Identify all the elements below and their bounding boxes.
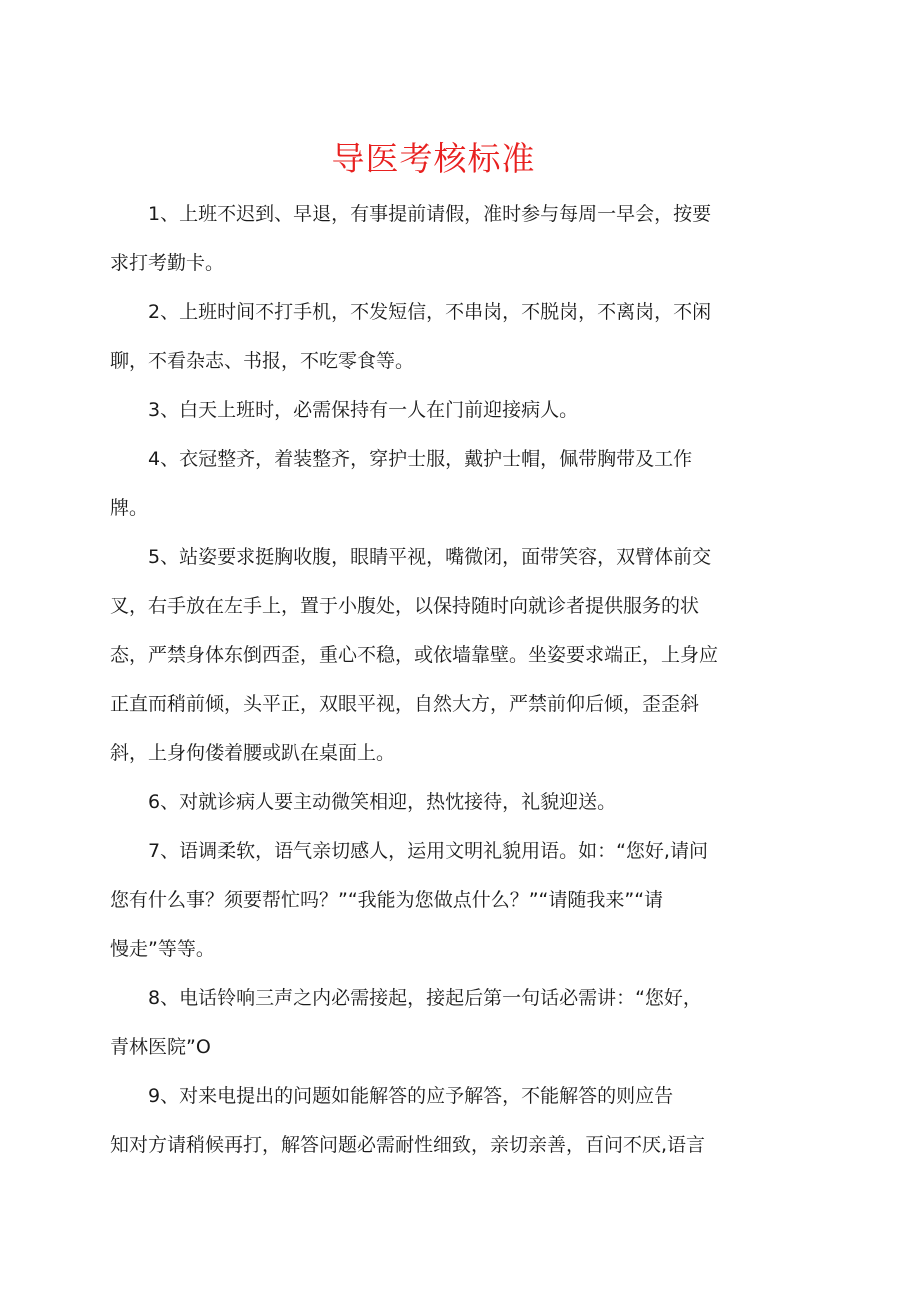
paragraph-line: 慢走”等等。 <box>110 938 215 960</box>
paragraph-line: 9、对来电提出的问题如能解答的应予解答，不能解答的则应告 <box>148 1085 674 1107</box>
paragraph-4 <box>110 435 770 533</box>
paragraph-line: 5、站姿要求挺胸收腹，眼睛平视，嘴微闭，面带笑容，双臂体前交 <box>148 546 712 568</box>
paragraph-line: 知对方请稍候再打，解答问题必需耐性细致，亲切亲善，百问不厌,语言 <box>110 1134 706 1156</box>
document-body <box>110 190 770 1170</box>
paragraph-5 <box>110 533 770 778</box>
paragraph-line: 牌。 <box>110 497 149 519</box>
paragraph-line: 求打考勤卡。 <box>110 252 225 274</box>
paragraph-line: 您有什么事？须要帮忙吗？”“我能为您做点什么？”“请随我来”“请 <box>110 889 664 911</box>
paragraph-1 <box>110 190 770 288</box>
paragraph-8 <box>110 974 770 1072</box>
paragraph-line: 聊，不看杂志、书报，不吃零食等。 <box>110 350 415 372</box>
paragraph-line: 4、衣冠整齐，着装整齐，穿护士服，戴护士帽，佩带胸带及工作 <box>148 448 693 470</box>
paragraph-line: 1、上班不迟到、早退，有事提前请假，准时参与每周一早会，按要 <box>148 203 712 225</box>
paragraph-7 <box>110 827 770 974</box>
paragraph-line: 态，严禁身体东倒西歪，重心不稳，或依墙靠壁。坐姿要求端正，上身应 <box>110 644 719 666</box>
paragraph-line: 6、对就诊病人要主动微笑相迎，热忱接待，礼貌迎送。 <box>148 791 617 813</box>
paragraph-line: 正直而稍前倾，头平正，双眼平视，自然大方，严禁前仰后倾，歪歪斜 <box>110 693 700 715</box>
paragraph-line: 2、上班时间不打手机，不发短信，不串岗，不脱岗，不离岗，不闲 <box>148 301 712 323</box>
paragraph-line: 斜，上身佝偻着腰或趴在桌面上。 <box>110 742 396 764</box>
paragraph-line: 3、白天上班时，必需保持有一人在门前迎接病人。 <box>148 399 579 421</box>
paragraph-2 <box>110 288 770 386</box>
paragraph-3 <box>110 386 770 435</box>
paragraph-9 <box>110 1072 770 1170</box>
paragraph-line: 青林医院”O <box>110 1036 211 1058</box>
document-title: 导医考核标准 <box>331 139 536 178</box>
paragraph-line: 8、电话铃响三声之内必需接起，接起后第一句话必需讲：“您好， <box>148 987 702 1009</box>
paragraph-line: 7、语调柔软，语气亲切感人，运用文明礼貌用语。如：“您好,请问 <box>148 840 708 862</box>
paragraph-line: 叉，右手放在左手上，置于小腹处，以保持随时向就诊者提供服务的状 <box>110 595 700 617</box>
paragraph-6 <box>110 778 770 827</box>
